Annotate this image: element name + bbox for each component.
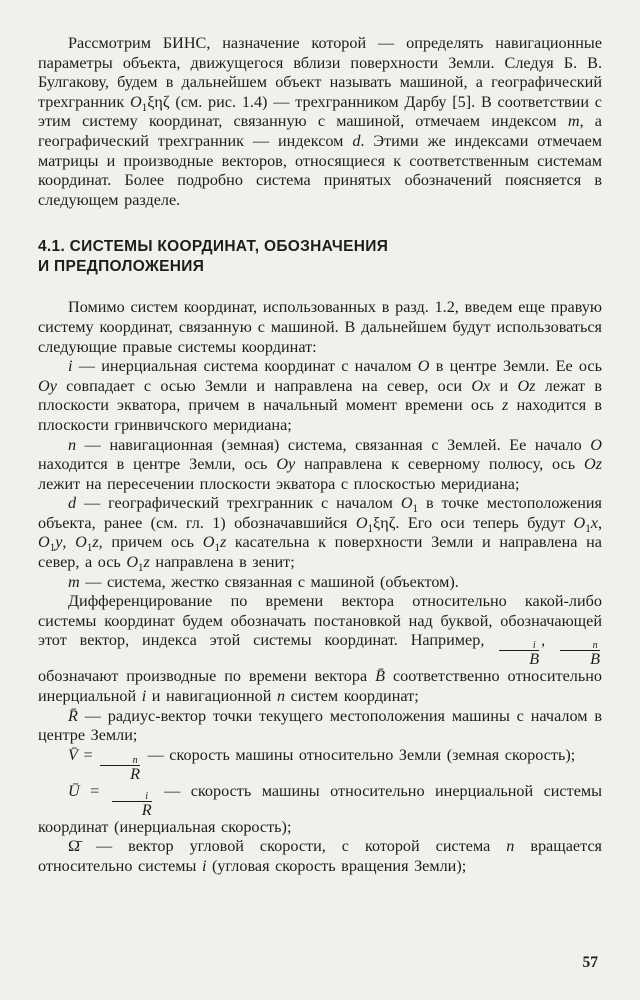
- paragraph-coord-systems-intro: Помимо систем координат, использованных в разд. 1.2, введем еще правую систему координат, связанную с машиной. В дальнейшем будут использоваться следующие правые системы координат:: [38, 298, 602, 356]
- paragraph-differentiation-notation: Дифференцирование по времени вектора относительно какой-либо системы координат будем обозначать постановкой над буквой, обозначающей этот вектор, индекса этой системы координат. Например, i B , n B обозначают производные по времени вектора B̄ соответственно относительно инерциальной i и навигационной n систем координат;: [38, 592, 602, 706]
- section-heading-line2: И ПРЕДПОЛОЖЕНИЯ: [38, 257, 205, 275]
- definition-ground-speed: V̄ = n R — скорость машины относительно Земли (земная скорость);: [68, 745, 576, 783]
- paragraph-intro: Рассмотрим БИНС, назначение которой — определять навигационные параметры объекта, движущегося вблизи поверхности Земли. Следуя Б. В. Булгакову, будем в дальнейшем объект называть машиной, а географический трехгранник $O_1\xi\eta\zeta$ (см. рис. 1.4) — трехгранником Дарбу [5]. В соответствии с этим систему координат, связанную с машиной, отмечаем индексом m, а географический трехгранник — индексом d. Этими же индексами отмечаем матрицы и производные векторов, относящиеся к соответственным системам координат. Более подробно система принятых обозначений поясняется в следующем разделе.: [38, 34, 602, 209]
- definition-machine-frame: m — система, жестко связанная с машиной (объектом).: [68, 572, 459, 591]
- definition-radius-vector: R̄ — радиус-вектор точки текущего местоположения машины с началом в центре Земли;: [38, 706, 602, 745]
- section-heading-4-1: [38, 237, 602, 276]
- section-heading-line1: 4.1. СИСТЕМЫ КООРДИНАТ, ОБОЗНАЧЕНИЯ: [38, 238, 389, 256]
- definition-navigation-frame: n — навигационная (земная) система, связанная с Землей. Ее начало O находится в центре Земли, ось Oy направлена к северному полюсу, ось Oz лежит на пересечении плоскости экватора с плоскостью меридиана;: [38, 435, 602, 493]
- overset-derivative-symbol: i B: [499, 641, 539, 667]
- definition-inertial-frame: i — инерциальная система координат с началом O в центре Земли. Ее ось Oy совпадает с осью Земли и направлена на север, оси Ox и Oz лежат в плоскости экватора, причем в начальный момент времени ось z находится в плоскости гринвичского меридиана;: [38, 357, 602, 434]
- definition-geographic-frame: d — географический трехгранник с началом $O_1$ в точке местоположения объекта, ранее (см. гл. 1) обозначавшийся $O_1\xi\eta\zeta$. Его оси теперь будут $O_1x$, $O_1y$, $O_1z$, причем ось $O_1z$ касательна к поверхности Земли и направлена на север, а ось $O_1z$ направлена в зенит;: [38, 494, 602, 575]
- overset-derivative-symbol: i R: [112, 792, 152, 818]
- definition-inertial-speed: Ū = i R — скорость машины относительно инерциальной системы координат (инерциальная скорость);: [38, 781, 602, 836]
- overset-derivative-symbol: n B: [560, 641, 600, 667]
- definition-angular-velocity: Ω̄ — вектор угловой скорости, с которой система n вращается относительно системы i (угловая скорость вращения Земли);: [38, 837, 602, 875]
- page-number: 57: [582, 954, 598, 971]
- overset-derivative-symbol: n R: [100, 756, 140, 782]
